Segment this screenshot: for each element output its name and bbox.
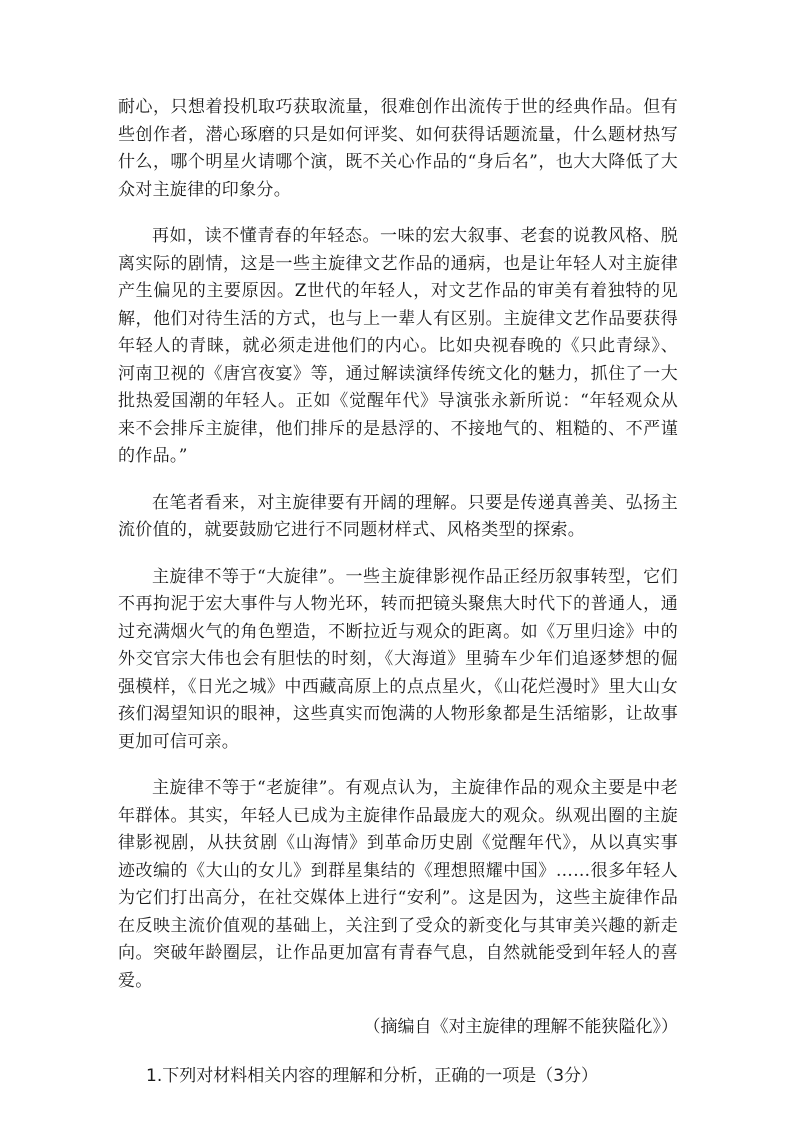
question-1: 1.下列对材料相关内容的理解和分析，正确的一项是（3分） xyxy=(146,1066,599,1086)
paragraph-4: 主旋律不等于“大旋律”。一些主旋律影视作品正经历叙事转型，它们不再拘泥于宏大事件与人物光环，转而把镜头聚焦大时代下的普通人，通过充满烟火气的角色塑造，不断拉近与观众的距离。如《万里归途》中的外交官宗大伟也会有胆怯的时刻，《大海道》里骑车少年们追逐梦想的倔强模样，《日光之城》中西藏高原上的点点星火，《山花烂漫时》里大山女孩们渴望知识的眼神，这些真实而饱满的人物形象都是生活缩影，让故事更加可信可亲。 xyxy=(118,566,678,752)
source-citation: （摘编自《对主旋律的理解不能狭隘化》） xyxy=(363,1017,678,1037)
paragraph-1: 耐心，只想着投机取巧获取流量，很难创作出流传于世的经典作品。但有些创作者，潜心琢磨的只是如何评奖、如何获得话题流量，什么题材热写什么，哪个明星火请哪个演，既不关心作品的“身后名”，也大大降低了大众对主旋律的印象分。 xyxy=(118,97,678,200)
paragraph-2: 再如，读不懂青春的年轻态。一味的宏大叙事、老套的说教风格、脱离实际的剧情，这是一些主旋律文艺作品的通病，也是让年轻人对主旋律产生偏见的主要原因。Z世代的年轻人，对文艺作品的审美有着独特的见解，他们对待生活的方式，也与上一辈人有区别。主旋律文艺作品要获得年轻人的青睐，就必须走进他们的内心。比如央视春晚的《只此青绿》、河南卫视的《唐宫夜宴》等，通过解读演绎传统文化的魅力，抓住了一大批热爱国潮的年轻人。正如《觉醒年代》导演张永新所说：“年轻观众从来不会排斥主旋律，他们排斥的是悬浮的、不接地气的、粗糙的、不严谨的作品。” xyxy=(118,226,678,466)
paragraph-5: 主旋律不等于“老旋律”。有观点认为，主旋律作品的观众主要是中老年群体。其实，年轻人已成为主旋律作品最庞大的观众。纵观出圈的主旋律影视剧，从扶贫剧《山海情》到革命历史剧《觉醒年代》，从以真实事迹改编的《大山的女儿》到群星集结的《理想照耀中国》……很多年轻人为它们打出高分，在社交媒体上进行“安利”。这是因为，这些主旋律作品在反映主流价值观的基础上，关注到了受众的新变化与其审美兴趣的新走向。突破年龄圈层，让作品更加富有青春气息，自然就能受到年轻人的喜爱。 xyxy=(118,778,678,991)
document-body xyxy=(118,94,678,1090)
paragraph-3: 在笔者看来，对主旋律要有开阔的理解。只要是传递真善美、弘扬主流价值的，就要鼓励它进行不同题材样式、风格类型的探索。 xyxy=(118,492,678,540)
